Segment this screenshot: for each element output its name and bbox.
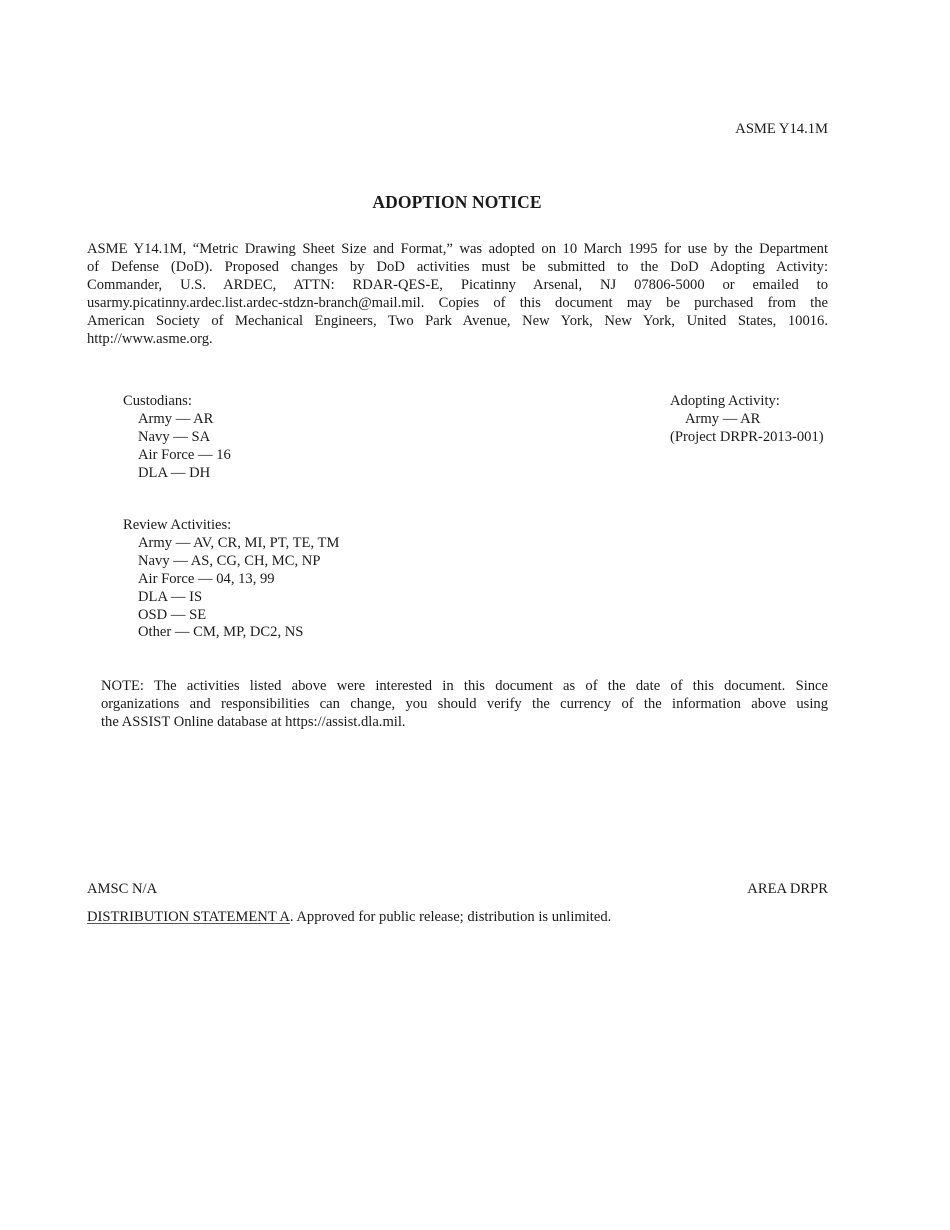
project-number: (Project DRPR-2013-001) — [670, 428, 824, 445]
list-item: DLA — DH — [138, 464, 211, 481]
area-label: AREA DRPR — [747, 881, 828, 897]
paragraph-line: of Defense (DoD). Proposed changes by DoD activities must be submitted to the DoD Adopting Activity: — [87, 258, 828, 275]
adopting-activity-heading: Adopting Activity: — [670, 393, 780, 409]
paragraph-line: ASME Y14.1M, “Metric Drawing Sheet Size and Format,” was adopted on 10 March 1995 for use by the Department — [87, 241, 828, 257]
list-item: Army — AR — [685, 410, 761, 427]
distribution-statement-title: DISTRIBUTION STATEMENT A — [87, 909, 290, 925]
paragraph-line: http://www.asme.org. — [87, 330, 213, 347]
distribution-statement-text: . Approved for public release; distribution is unlimited. — [289, 909, 612, 925]
list-item: Army — AV, CR, MI, PT, TE, TM — [138, 534, 340, 551]
custodians-heading: Custodians: — [123, 393, 192, 409]
review-activities-list — [123, 517, 339, 642]
paragraph-line: Commander, U.S. ARDEC, ATTN: RDAR-QES-E, Picatinny Arsenal, NJ 07806-5000 or emailed to — [87, 276, 828, 293]
list-item: Navy — AS, CG, CH, MC, NP — [138, 552, 321, 569]
list-item: Army — AR — [138, 410, 214, 427]
paragraph-line: the ASSIST Online database at https://assist.dla.mil. — [101, 713, 406, 730]
paragraph-line: American Society of Mechanical Engineers, Two Park Avenue, New York, New York, United States, 10016. — [87, 312, 828, 329]
document-id: ASME Y14.1M — [735, 121, 828, 137]
adopting-activity — [670, 393, 824, 447]
distribution-statement — [87, 908, 611, 926]
paragraph-line: organizations and responsibilities can change, you should verify the currency of the information above using — [101, 695, 828, 712]
adoption-paragraph — [87, 241, 828, 348]
amsc-label: AMSC N/A — [87, 881, 158, 897]
list-item: DLA — IS — [138, 588, 203, 605]
note-paragraph — [101, 678, 828, 732]
list-item: Air Force — 04, 13, 99 — [138, 570, 275, 587]
paragraph-line: usarmy.picatinny.ardec.list.ardec-stdzn-branch@mail.mil. Copies of this document may be purchased from the — [87, 294, 828, 311]
paragraph-line: NOTE: The activities listed above were interested in this document as of the date of this document. Since — [101, 678, 828, 694]
list-item: Air Force — 16 — [138, 446, 231, 463]
list-item: OSD — SE — [138, 606, 207, 623]
list-item: Navy — SA — [138, 428, 211, 445]
page-title: ADOPTION NOTICE — [372, 192, 542, 212]
custodians-list — [123, 393, 231, 483]
review-activities-heading: Review Activities: — [123, 517, 232, 533]
list-item: Other — CM, MP, DC2, NS — [138, 624, 304, 641]
